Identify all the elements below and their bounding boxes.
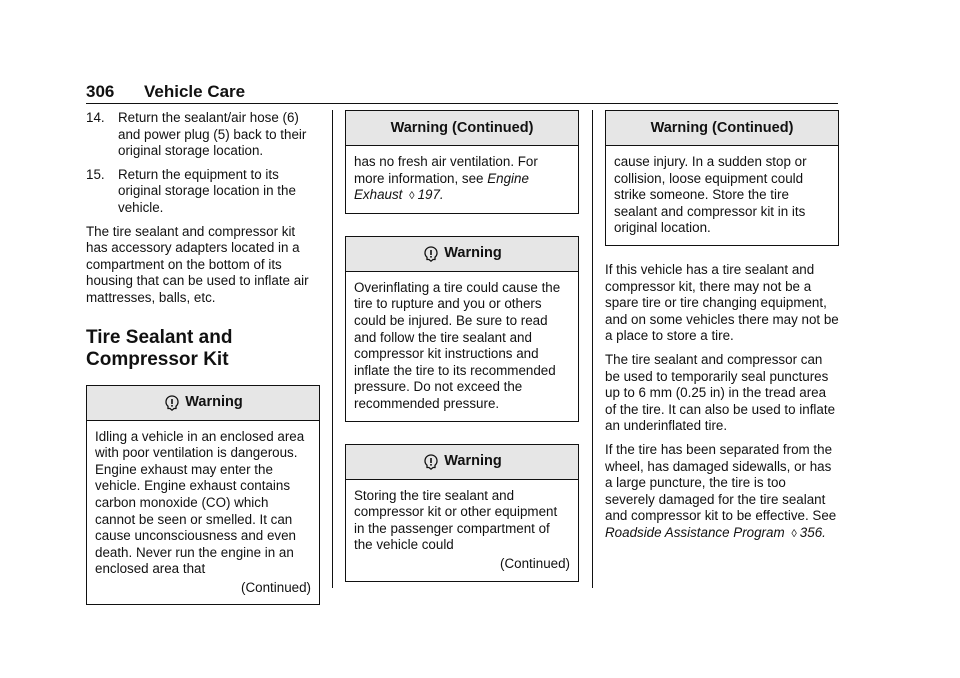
warning-header [346,445,578,480]
page-ref-icon: ◊ [409,190,415,203]
warning-icon [422,453,440,471]
step-15 [86,167,320,217]
warning-header [346,237,578,272]
warning-icon [163,394,181,412]
roadside-assistance-link[interactable]: Roadside Assistance Program [605,524,785,540]
page-reference[interactable]: 197. [417,187,444,203]
warning-body-text: has no fresh air ventilation. For more information, see [354,154,538,186]
warning-title: Warning (Continued) [650,119,794,136]
warning-title: Warning [185,394,243,411]
warning-body [354,154,570,205]
page-number: 306 [86,82,115,101]
adapter-paragraph: The tire sealant and compressor kit has accessory adapters located in a compartment on the bottom of its housing that can be used to inflate air mattresses, balls, etc. [86,223,309,305]
warning-box-overinflation [345,236,579,422]
section-title: Tire Sealant and Compressor Kit [86,326,233,370]
spare-tire-paragraph: If this vehicle has a tire sealant and compressor kit, there may not be a spare tire or tire changing equipment, and on some vehicles there may not be a place to store a tire. [605,261,839,344]
warning-header [87,386,319,421]
sealant-usage-paragraph: The tire sealant and compressor can be used to temporarily seal punctures up to 6 mm (0.25 in) in the tread area of the tire. It can also be used to inflate an underinflated tire. [605,351,836,434]
warning-continued-box [345,110,579,214]
section-header-title: Vehicle Care [144,82,246,101]
continued-label: (Continued) [241,579,311,595]
column-1 [86,110,320,627]
warning-body: Storing the tire sealant and compressor kit or other equipment in the passenger compartment of the vehicle could [354,487,558,553]
warning-title: Warning [444,245,502,262]
warning-box-exhaust [86,385,320,606]
warning-body: cause injury. In a sudden stop or collision, loose equipment could strike someone. Store the tire sealant and compressor kit in its original location. [614,154,807,236]
column-3 [605,110,839,549]
warning-title: Warning (Continued) [390,119,534,136]
column-divider [592,110,593,588]
warning-header [346,111,578,146]
warning-box-storage [345,444,579,582]
continued-label: (Continued) [500,555,570,571]
damage-text: If the tire has been separated from the wheel, has damaged sidewalls, or has a large puncture, the tire is too severely damaged for the tire sealant and compressor kit to be effective. See [605,441,837,524]
step-number: 14. [86,110,105,125]
warning-body: Idling a vehicle in an enclosed area with poor ventilation is dangerous. Engine exhaust may enter the vehicle. Engine exhaust contains carbon monoxide (CO) which cannot be seen or smelled. It can cause unconsciousness and even death. Never run the engine in an enclosed area that [95,428,305,577]
engine-exhaust-link[interactable]: Engine Exhaust [354,170,529,203]
step-text: Return the equipment to its original storage location in the vehicle. [118,166,296,215]
column-divider [332,110,333,588]
warning-body: Overinflating a tire could cause the tire to rupture and you or others could be injured. Be sure to read and follow the tire sealant and compressor kit instructions and inflate the tire to its recommended pressure. Do not exceed the recommended pressure. [354,279,561,411]
step-text: Return the sealant/air hose (6) and power plug (5) back to their original storage location. [118,110,307,159]
warning-header [606,111,838,146]
warning-icon [422,245,440,263]
damage-paragraph [605,442,839,543]
header-rule [86,103,838,104]
page-reference[interactable]: 356. [799,524,826,540]
step-number: 15. [86,166,105,182]
column-2 [345,110,579,604]
warning-title: Warning [444,453,502,470]
page-ref-icon: ◊ [791,527,797,540]
step-14 [86,110,320,160]
warning-continued-box [605,110,839,246]
